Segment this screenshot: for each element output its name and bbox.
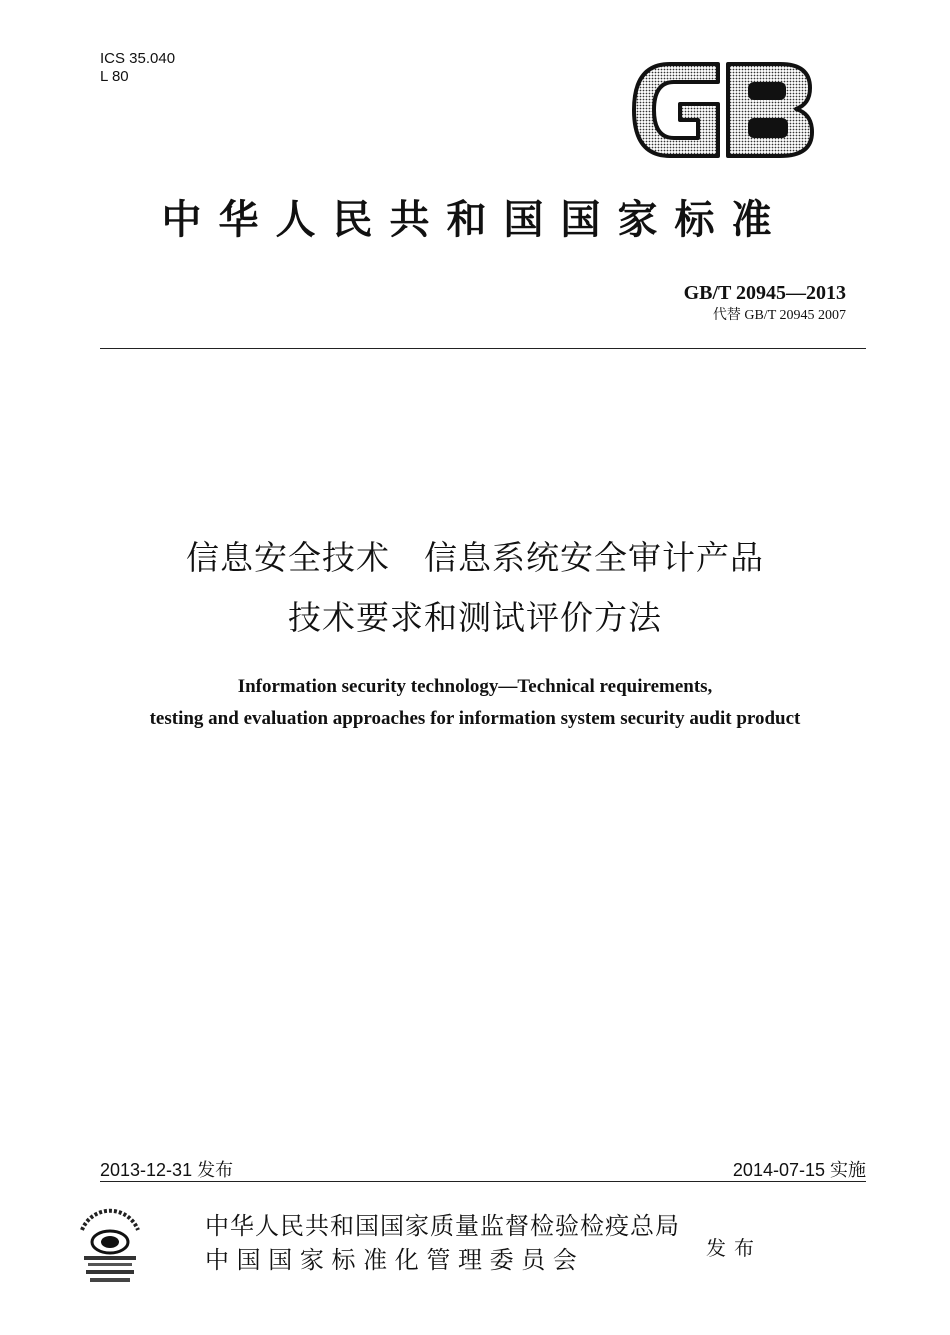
implement-date: 2014-07-15 实施 (732, 1160, 866, 1180)
org-title: 中华人民共和国国家标准 (161, 196, 789, 243)
standard-number: GB/T 20945—2013 (683, 282, 846, 304)
title-en-line1: Information security technology—Technical requirements, (237, 676, 713, 697)
title-cn-line2: 技术要求和测试评价方法 (288, 598, 662, 637)
title-en-line2: testing and evaluation approaches for information system security audit product (149, 708, 801, 729)
anti-counterfeit-seal (72, 1200, 148, 1286)
issuer-sac: 中 国 国 家 标 准 化 管 理 委 员 会 (205, 1246, 577, 1274)
top-divider (100, 348, 866, 349)
issue-date: 2013-12-31 发布 (100, 1160, 234, 1180)
issuer-aqsiq: 中华人民共和国国家质量监督检验检疫总局 (205, 1212, 680, 1240)
bottom-divider (100, 1181, 866, 1182)
ccs-code: L 80 (100, 68, 129, 85)
publish-label: 发布 (706, 1236, 762, 1260)
ics-code: ICS 35.040 (100, 50, 176, 67)
gb-logo (630, 62, 816, 158)
replaces-note: 代替 GB/T 20945 2007 (712, 308, 846, 323)
title-cn-line1: 信息安全技术 信息系统安全审计产品 (186, 538, 764, 577)
classification-codes (100, 50, 175, 86)
